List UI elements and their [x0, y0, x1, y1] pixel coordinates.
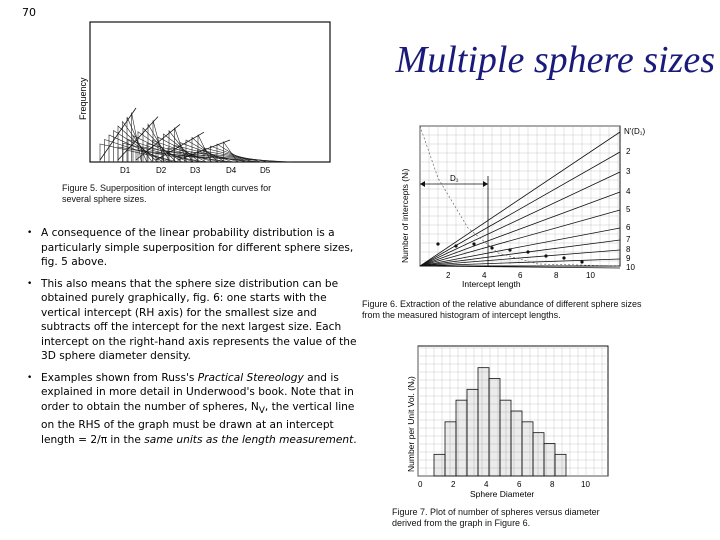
fig7-bar — [500, 400, 511, 476]
fig7-x-tick-6: 6 — [517, 480, 522, 489]
fig5-caption — [62, 183, 362, 205]
fig6-right-label-5: 5 — [626, 205, 631, 214]
page-title: Multiple sphere sizes — [395, 39, 715, 81]
fig5-triangles — [100, 108, 292, 162]
bullet-2-text: This also means that the sphere size distribution can be obtained purely graphically, fig. 6: one starts with the vertical intercept (RH axis) for the smallest size and subtracts off the intercept for the next largest size. Each intercept on the right-hand axis represents the value of the 3D sphere diameter density. — [41, 277, 357, 362]
fig5-frame — [90, 22, 330, 162]
fig6-point — [454, 244, 457, 247]
fig6-grid — [420, 126, 620, 266]
fig6-right-label-4: 4 — [626, 187, 631, 196]
fig7-bar — [511, 411, 522, 476]
fig5-d-labels — [120, 166, 271, 175]
fig6-line — [420, 152, 620, 266]
fig7-caption-line1: Figure 7. Plot of number of spheres versus diameter — [392, 507, 600, 517]
fig6-right-label-7: 7 — [626, 235, 631, 244]
bullet-item-3 — [28, 371, 358, 448]
fig7-x-tick-2: 2 — [451, 480, 456, 489]
fig6-caption — [362, 299, 712, 321]
fig6-line — [420, 132, 620, 266]
fig7-x-label: Sphere Diameter — [470, 489, 535, 499]
bullet-3-emphasis: same units as the length measurement — [144, 433, 354, 446]
fig6-lines — [420, 126, 620, 268]
fig6-point — [436, 242, 439, 245]
page-number: 70 — [22, 6, 36, 19]
fig6-d1-label: D₁ — [450, 174, 459, 183]
fig5-caption-line2: several sphere sizes. — [62, 194, 147, 204]
figure-5 — [60, 20, 360, 182]
fig6-right-label-9: 9 — [626, 254, 631, 263]
fig5-d3-label: D3 — [190, 166, 201, 175]
figure-6 — [398, 118, 716, 294]
fig6-right-label-1: N'(D₁) — [624, 127, 646, 136]
fig6-point — [580, 260, 583, 263]
fig6-point — [472, 242, 475, 245]
fig7-bar — [478, 368, 489, 476]
fig7-x-tick-4: 4 — [484, 480, 489, 489]
fig7-bar — [434, 454, 445, 476]
fig7-bar — [533, 433, 544, 476]
bullet-3-text-d: . — [353, 433, 357, 446]
fig7-x-tick-0: 0 — [418, 480, 423, 489]
fig7-bar — [445, 422, 456, 476]
fig6-point — [562, 256, 565, 259]
fig5-caption-line1: Figure 5. Superposition of intercept length curves for — [62, 183, 272, 193]
fig6-x-tick-2: 2 — [446, 271, 451, 280]
fig6-frame — [420, 126, 620, 266]
bullet-list — [28, 226, 358, 454]
bullet-3-subscript: V — [258, 405, 265, 416]
fig5-d2-label: D2 — [156, 166, 167, 175]
fig7-bar — [489, 379, 500, 477]
fig6-histogram-curve — [420, 126, 620, 266]
fig5-y-label: Frequency — [78, 77, 88, 120]
fig5-d1-label: D1 — [120, 166, 131, 175]
fig6-caption-line2: from the measured histogram of intercept lengths. — [362, 310, 561, 320]
fig5-d4-label: D4 — [226, 166, 237, 175]
fig7-y-label: Number per Unit Vol. (Nᵥ) — [406, 376, 416, 472]
bullet-3-text-a: Examples shown from Russ's — [41, 371, 198, 384]
bullet-item-2 — [28, 277, 358, 364]
bullet-3-text-b: and is explained in more detail in Underwood's book. Note that in order to obtain the number of spheres, N — [41, 371, 354, 413]
fig6-right-labels — [624, 127, 645, 272]
fig6-x-tick-4: 4 — [482, 271, 487, 280]
fig7-x-ticks — [418, 480, 590, 489]
fig7-caption-line2: derived from the graph in Figure 6. — [392, 518, 531, 528]
fig7-bar — [544, 444, 555, 477]
bullet-1-text: A consequence of the linear probability distribution is a particularly simple superposition for different sphere sizes, fig. 5 above. — [41, 227, 354, 268]
fig7-bar — [456, 400, 467, 476]
fig7-bars — [434, 368, 566, 476]
fig6-x-label: Intercept length — [462, 279, 521, 289]
fig7-x-tick-10: 10 — [581, 480, 590, 489]
fig6-right-label-3: 3 — [626, 167, 631, 176]
fig7-caption — [392, 507, 712, 529]
fig5-d5-label: D5 — [260, 166, 271, 175]
bullet-3-book-title: Practical Stereology — [197, 371, 304, 384]
fig6-x-tick-10: 10 — [586, 271, 595, 280]
fig7-bar — [467, 389, 478, 476]
fig6-caption-line1: Figure 6. Extraction of the relative abundance of different sphere sizes — [362, 299, 642, 309]
fig6-y-label: Number of intercepts (Nₗ) — [400, 168, 410, 263]
bullet-item-1 — [28, 226, 358, 270]
fig7-bar — [555, 454, 566, 476]
fig6-x-tick-6: 6 — [518, 271, 523, 280]
fig6-right-label-6: 6 — [626, 223, 631, 232]
fig6-point — [490, 246, 493, 249]
fig6-right-label-2: 2 — [626, 147, 631, 156]
fig7-bar — [522, 422, 533, 476]
fig7-x-tick-8: 8 — [550, 480, 555, 489]
figure-7 — [404, 342, 614, 502]
bullet-3-text-c: , the vertical line on the RHS of the graph must be drawn at an intercept length = 2/π in the — [41, 400, 355, 446]
fig6-point — [526, 250, 529, 253]
fig6-x-tick-8: 8 — [554, 271, 559, 280]
fig6-point — [544, 254, 547, 257]
fig6-right-label-10: 10 — [626, 263, 635, 272]
fig6-line — [420, 192, 620, 266]
fig6-point — [508, 248, 511, 251]
fig6-right-label-8: 8 — [626, 245, 631, 254]
